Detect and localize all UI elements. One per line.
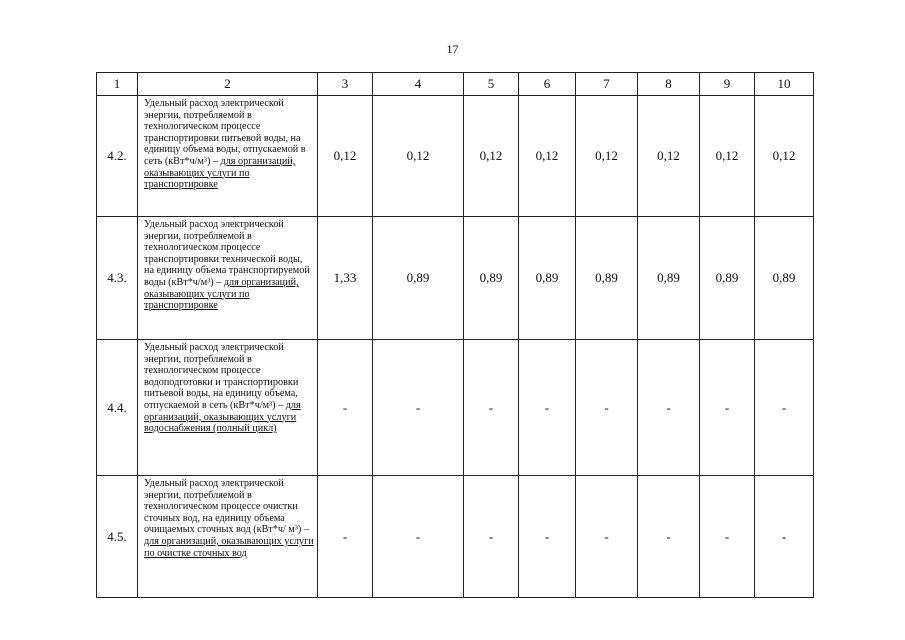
- value-cell: -: [576, 340, 638, 476]
- value-cell: -: [755, 340, 814, 476]
- row-description: [138, 217, 318, 340]
- table-row: [97, 340, 814, 476]
- table-row: [97, 217, 814, 340]
- column-header: 9: [700, 73, 755, 96]
- column-header: 6: [519, 73, 576, 96]
- column-header: 3: [318, 73, 373, 96]
- value-cell: 0,89: [464, 217, 519, 340]
- value-cell: 0,12: [373, 96, 464, 217]
- value-cell: -: [700, 340, 755, 476]
- description-text: Удельный расход электрической энергии, потребляемой в технологическом процессе транспортировки питьевой воды, на единицу объема воды, отпускаемой в сеть (кВт*ч/м³) –: [144, 98, 306, 167]
- value-cell: 0,89: [700, 217, 755, 340]
- value-cell: 0,12: [519, 96, 576, 217]
- indicators-table: [96, 72, 814, 598]
- column-header: 8: [638, 73, 700, 96]
- value-cell: -: [373, 340, 464, 476]
- description-underlined-text: для организаций, оказывающих услуги по транспортировке: [144, 155, 296, 191]
- value-cell: -: [700, 476, 755, 598]
- row-number: 4.5.: [97, 476, 138, 598]
- column-header: 1: [97, 73, 138, 96]
- table-row: [97, 96, 814, 217]
- column-header: 10: [755, 73, 814, 96]
- description-underlined-text: для организаций, оказывающих услуги по транспортировке: [144, 276, 299, 312]
- description-text: Удельный расход электрической энергии, потребляемой в технологическом процессе транспортировки технической воды, на единицу объема транспортируемой воды (кВт*ч/м³) –: [144, 219, 310, 288]
- value-cell: -: [318, 340, 373, 476]
- value-cell: -: [519, 476, 576, 598]
- value-cell: 0,12: [755, 96, 814, 217]
- row-number: 4.3.: [97, 217, 138, 340]
- value-cell: -: [464, 340, 519, 476]
- column-header: 7: [576, 73, 638, 96]
- value-cell: 0,89: [576, 217, 638, 340]
- value-cell: -: [318, 476, 373, 598]
- value-cell: 0,89: [373, 217, 464, 340]
- value-cell: 0,12: [576, 96, 638, 217]
- row-number: 4.2.: [97, 96, 138, 217]
- value-cell: 0,12: [318, 96, 373, 217]
- description-text: Удельный расход электрической энергии, потребляемой в технологическом процессе очистки сточных вод, на единицу объема очищаемых сточных вод (кВт*ч/ м³) –: [144, 478, 309, 536]
- row-description: [138, 476, 318, 598]
- value-cell: 0,12: [638, 96, 700, 217]
- value-cell: -: [373, 476, 464, 598]
- value-cell: 0,89: [638, 217, 700, 340]
- value-cell: 0,89: [519, 217, 576, 340]
- column-header: 4: [373, 73, 464, 96]
- row-description: [138, 340, 318, 476]
- description-underlined-text: для организаций, оказывающих услуги по очистке сточных вод: [144, 535, 314, 559]
- value-cell: -: [638, 476, 700, 598]
- row-description: [138, 96, 318, 217]
- value-cell: -: [576, 476, 638, 598]
- value-cell: -: [519, 340, 576, 476]
- description-underlined-text: для организаций, оказывающих услуги водоснабжения (полный цикл): [144, 399, 301, 435]
- row-number: 4.4.: [97, 340, 138, 476]
- page-number: 17: [446, 42, 459, 56]
- value-cell: -: [755, 476, 814, 598]
- value-cell: 1,33: [318, 217, 373, 340]
- value-cell: 0,12: [464, 96, 519, 217]
- description-text: Удельный расход электрической энергии, потребляемой в технологическом процессе водоподготовки и транспортировки питьевой воды, на единицу объема, отпускаемой в сеть (кВт*ч/м³) –: [144, 342, 299, 411]
- column-header: 2: [138, 73, 318, 96]
- table-row: [97, 476, 814, 598]
- value-cell: 0,89: [755, 217, 814, 340]
- column-header: 5: [464, 73, 519, 96]
- value-cell: -: [464, 476, 519, 598]
- value-cell: -: [638, 340, 700, 476]
- value-cell: 0,12: [700, 96, 755, 217]
- header-row: [97, 73, 814, 96]
